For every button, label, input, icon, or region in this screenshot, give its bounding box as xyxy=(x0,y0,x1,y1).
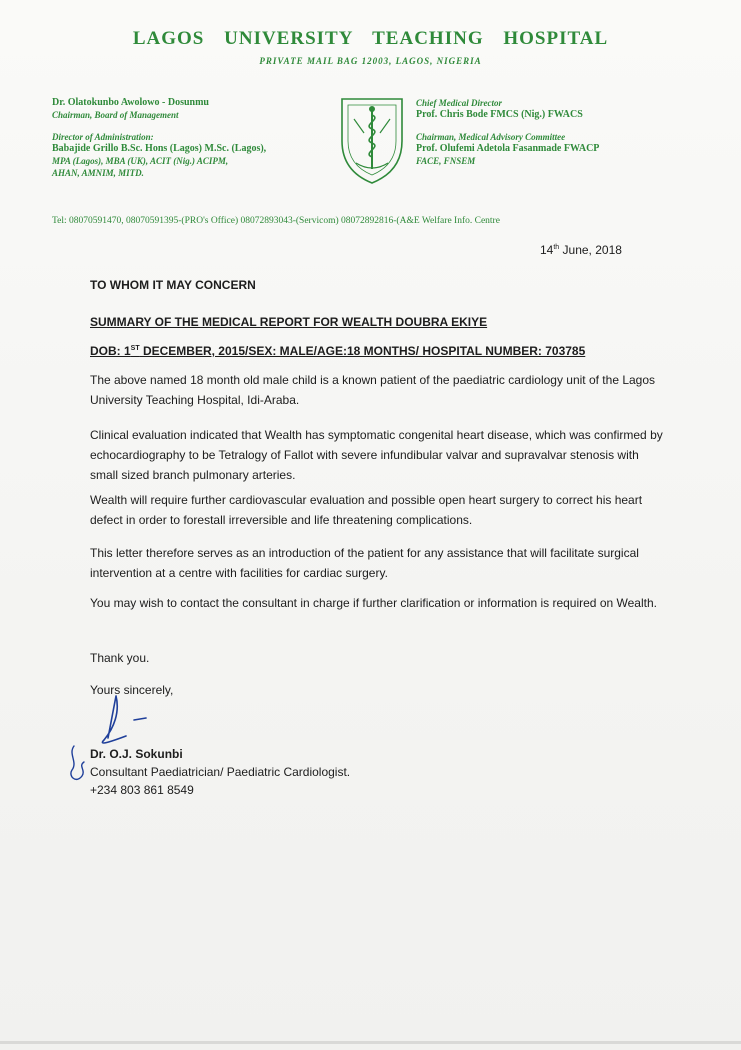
dob-rest: DECEMBER, 2015/SEX: MALE/AGE:18 MONTHS/ HOSPITAL NUMBER: 703785 xyxy=(139,344,586,358)
cmd-name: Prof. Chris Bode FMCS (Nig.) FWACS xyxy=(416,109,583,120)
paragraph-3: Wealth will require further cardiovascular evaluation and possible open heart surgery to correct his heart defect in order to forestall irreversible and life threatening complications. xyxy=(90,493,643,527)
signatory-phone: +234 803 861 8549 xyxy=(90,783,194,797)
hospital-crest-logo xyxy=(338,93,406,187)
director-admin-credentials-1: MPA (Lagos), MBA (UK), ACIT (Nig.) ACIPM, xyxy=(52,156,229,166)
dob-prefix: DOB: 1 xyxy=(90,344,131,358)
summary-heading-text: SUMMARY OF THE MEDICAL REPORT FOR WEALTH DOUBRA EKIYE xyxy=(90,315,488,329)
thank-you: Thank you. xyxy=(90,651,150,665)
hospital-address: PRIVATE MAIL BAG 12003, LAGOS, NIGERIA xyxy=(259,56,482,66)
dob-suffix: ST xyxy=(130,345,140,352)
mac-chairman-credentials: FACE, FNSEM xyxy=(416,156,476,166)
hospital-title: LAGOS UNIVERSITY TEACHING HOSPITAL xyxy=(132,28,609,49)
signatory-name: Dr. O.J. Sokunbi xyxy=(90,747,183,761)
telephone-line: Tel: 08070591470, 08070591395-(PRO's Office) 08072893043-(Servicom) 08072892816-(A&E Welfare Info. Centre xyxy=(52,216,500,226)
director-admin-credentials-2: AHAN, AMNIM, MITD. xyxy=(52,168,144,178)
mac-chairman-role: Chairman, Medical Advisory Committee xyxy=(416,132,566,142)
signatory-title: Consultant Paediatrician/ Paediatric Cardiologist. xyxy=(90,765,351,779)
paragraph-1: The above named 18 month old male child is a known patient of the paediatric cardiology unit of the Lagos University Teaching Hospital, Idi-Araba. xyxy=(90,373,656,407)
board-chairman-name: Dr. Olatokunbo Awolowo - Dosunmu xyxy=(52,97,209,108)
letter-date xyxy=(540,243,622,257)
director-admin-role: Director of Administration: xyxy=(52,132,154,142)
cmd-role: Chief Medical Director xyxy=(416,98,502,108)
director-admin-name: Babajide Grillo B.Sc. Hons (Lagos) M.Sc. (Lagos), xyxy=(52,143,267,154)
paragraph-4: This letter therefore serves as an introduction of the patient for any assistance that will facilitate surgical intervention at a centre with facilities for cardiac surgery. xyxy=(90,546,639,580)
paragraph-5: You may wish to contact the consultant in charge if further clarification or information is required on Wealth. xyxy=(90,596,657,610)
page-bottom-edge xyxy=(0,1041,741,1044)
summary-heading xyxy=(90,312,670,332)
addressee-heading: TO WHOM IT MAY CONCERN xyxy=(90,278,256,292)
board-officers-right xyxy=(416,97,716,167)
patient-details-line xyxy=(90,341,670,361)
paragraph-2: Clinical evaluation indicated that Wealth has symptomatic congenital heart disease, which was confirmed by echocardiography to be Tetralogy of Fallot with severe infundibular valvar and supravalvar stenosis with small sized branch pulmonary arteries. xyxy=(90,428,663,482)
mac-chairman-name: Prof. Olufemi Adetola Fasanmade FWACP xyxy=(416,143,600,154)
date-day: 14 xyxy=(540,243,554,257)
date-rest: June, 2018 xyxy=(559,243,622,257)
closing: Yours sincerely, xyxy=(90,683,174,697)
board-chairman-role: Chairman, Board of Management xyxy=(52,110,179,120)
board-officers-left xyxy=(52,97,322,179)
date-suffix: th xyxy=(553,244,560,251)
